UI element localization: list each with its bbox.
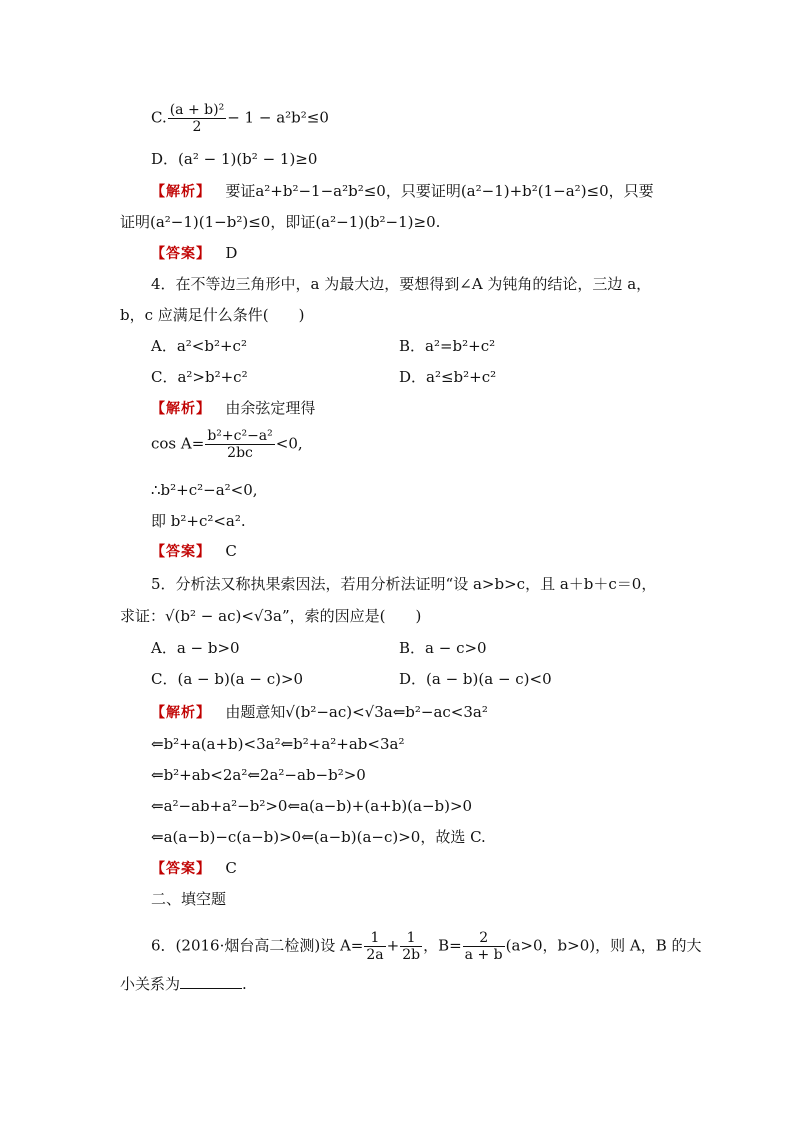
q4-analysis-line-3: ∴b²+c²−a²<0, (151, 481, 258, 499)
q4-option-b: B．a²=b²+c² (399, 337, 496, 355)
cos-fraction (205, 428, 274, 461)
section-heading: 二、填空题 (151, 890, 227, 908)
fraction-numerator: (a + b)² (169, 102, 225, 118)
q5-analysis-line-2: ⇐b²+a(a+b)<3a²⇐b²+a²+ab<3a² (151, 735, 405, 753)
plus-sign: + (386, 936, 400, 955)
q3-analysis-line-1 (151, 181, 654, 202)
q3-option-c-fraction (168, 102, 226, 135)
answer-label: 【答案】 (151, 246, 211, 262)
q4-analysis-line-1 (151, 398, 315, 419)
q4-option-c: C．a²>b²+c² (151, 368, 248, 386)
q4-cos-formula (151, 428, 303, 461)
fraction-numerator: b²+c²−a² (207, 428, 273, 444)
q5-option-b: B．a − c>0 (399, 639, 487, 657)
q3-option-c-rest: − 1 − a²b²≤0 (227, 108, 329, 127)
q3-option-d: D．(a² − 1)(b² − 1)≥0 (151, 150, 318, 168)
answer-label: 【答案】 (151, 861, 211, 877)
answer-blank[interactable] (180, 972, 242, 989)
q6-mid: ，B= (423, 936, 462, 955)
q3-answer (151, 243, 237, 264)
q6-fraction-3 (463, 930, 505, 963)
q5-analysis-line-4: ⇐a²−ab+a²−b²>0⇐a(a−b)+(a+b)(a−b)>0 (151, 797, 473, 815)
q4-option-a: A．a²<b²+c² (151, 337, 247, 355)
q5-stem-line-1: 5．分析法又称执果索因法，若用分析法证明“设 a>b>c，且 a＋b＋c＝0， (151, 575, 657, 593)
fraction-denominator: 2a (366, 947, 384, 963)
q6-line2-text: 小关系为 (120, 975, 181, 993)
q4-option-d: D．a²≤b²+c² (399, 368, 497, 386)
fraction-denominator: a + b (464, 947, 503, 963)
q5-answer (151, 858, 237, 879)
analysis-text: 由题意知√(b²−ac)<√3a⇐b²−ac<3a² (225, 703, 488, 721)
q5-stem-line-2: 求证：√(b² − ac)<√3a”，索的因应是( ) (120, 607, 422, 625)
q4-stem-line-1: 4．在不等边三角形中，a 为最大边，要想得到∠A 为钝角的结论，三边 a， (151, 275, 652, 293)
answer-label: 【答案】 (151, 544, 211, 560)
fraction-denominator: 2bc (227, 445, 253, 461)
q4-answer (151, 541, 237, 562)
answer-value: C (225, 542, 237, 560)
answer-value: C (225, 859, 237, 877)
q5-option-a: A．a − b>0 (151, 639, 240, 657)
fraction-denominator: 2 (192, 119, 202, 135)
q6-stem-line-1 (151, 930, 702, 963)
analysis-label: 【解析】 (151, 705, 211, 721)
fraction-numerator: 1 (364, 930, 385, 947)
q6-prefix: 6．(2016·烟台高二检测)设 A= (151, 936, 364, 955)
q5-analysis-line-3: ⇐b²+ab<2a²⇐2a²−ab−b²>0 (151, 766, 366, 784)
answer-value: D (225, 244, 238, 262)
analysis-label: 【解析】 (151, 184, 211, 200)
fraction-numerator: 2 (463, 930, 505, 947)
analysis-text: 由余弦定理得 (225, 399, 316, 417)
q6-fraction-2 (400, 930, 422, 963)
q5-option-d: D．(a − b)(a − c)<0 (399, 670, 552, 688)
q5-analysis-line-1 (151, 702, 488, 723)
q3-option-c-prefix: C. (151, 108, 167, 127)
analysis-text: 要证a²+b²−1−a²b²≤0，只要证明(a²−1)+b²(1−a²)≤0，只要 (225, 182, 654, 200)
q5-option-c: C．(a − b)(a − c)>0 (151, 670, 304, 688)
q4-stem-line-2: b，c 应满足什么条件( ) (120, 306, 305, 324)
fraction-numerator: 1 (400, 930, 422, 947)
q6-stem-line-2 (120, 972, 247, 994)
cos-suffix: <0, (275, 434, 303, 453)
q6-fraction-1 (364, 930, 385, 963)
q5-analysis-line-5: ⇐a(a−b)−c(a−b)>0⇐(a−b)(a−c)>0，故选 C. (151, 828, 486, 846)
q4-analysis-line-4: 即 b²+c²<a². (151, 512, 246, 530)
q6-line2-end: . (242, 975, 247, 993)
q6-suffix: (a>0，b>0)，则 A，B 的大 (505, 936, 702, 955)
analysis-label: 【解析】 (151, 401, 211, 417)
fraction-denominator: 2b (402, 947, 421, 963)
cos-prefix: cos A= (151, 434, 205, 453)
q3-option-c (151, 102, 329, 135)
q3-analysis-line-2: 证明(a²−1)(1−b²)≤0，即证(a²−1)(b²−1)≥0. (120, 213, 441, 231)
